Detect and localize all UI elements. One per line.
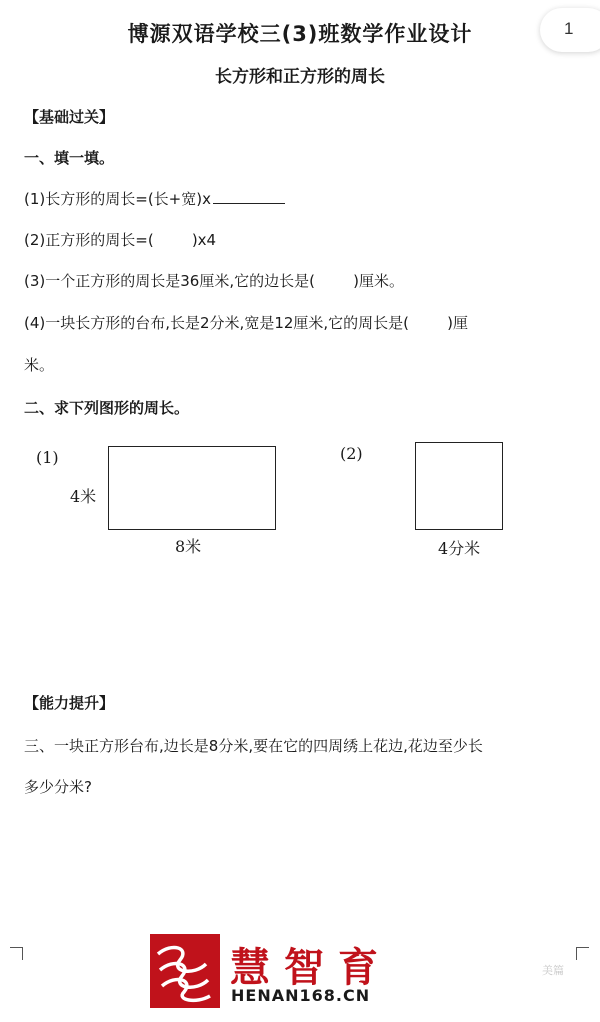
page-subtitle: 长方形和正方形的周长	[215, 67, 385, 87]
question-1	[24, 188, 285, 209]
corner-mark-right	[576, 947, 589, 960]
question-4-line-2: 米。	[24, 356, 55, 374]
question-3: (3)一个正方形的周长是36厘米,它的边长是( )厘米。	[24, 272, 404, 290]
watermark: 美篇	[542, 964, 564, 977]
question-2: (2)正方形的周长=( )x4	[24, 231, 217, 249]
perimeter-heading: 二、求下列图形的周长。	[24, 399, 190, 417]
logo-text: 慧智育	[230, 945, 392, 991]
logo-mark	[150, 934, 220, 1008]
corner-mark-left	[10, 947, 23, 960]
figure-2-label: (2)	[340, 444, 363, 463]
section-ability-heading: 【能力提升】	[24, 694, 115, 712]
figure-2-side-label: 4分米	[438, 539, 481, 558]
question-1-text: (1)长方形的周长=(长+宽)x	[24, 190, 211, 208]
rectangle-figure	[108, 446, 276, 530]
page-number-badge[interactable]	[540, 8, 600, 52]
page-number: 1	[564, 19, 574, 38]
section-basic-heading: 【基础过关】	[24, 108, 115, 126]
question-5-line-2: 多少分米?	[24, 778, 92, 796]
figure-1-height-label: 4米	[70, 487, 97, 506]
figure-1-width-label: 8米	[175, 537, 202, 556]
logo-url: HENAN168.CN	[231, 986, 371, 1005]
square-figure	[415, 442, 503, 530]
answer-blank	[213, 202, 285, 204]
figure-1-label: (1)	[36, 448, 59, 467]
page-title: 博源双语学校三(3)班数学作业设计	[127, 22, 473, 46]
question-5-line-1: 三、一块正方形台布,边长是8分米,要在它的四周绣上花边,花边至少长	[24, 737, 483, 755]
logo-swirl-icon	[150, 934, 220, 1008]
question-4-line-1: (4)一块长方形的台布,长是2分米,宽是12厘米,它的周长是( )厘	[24, 314, 469, 332]
fill-in-heading: 一、填一填。	[24, 149, 115, 167]
